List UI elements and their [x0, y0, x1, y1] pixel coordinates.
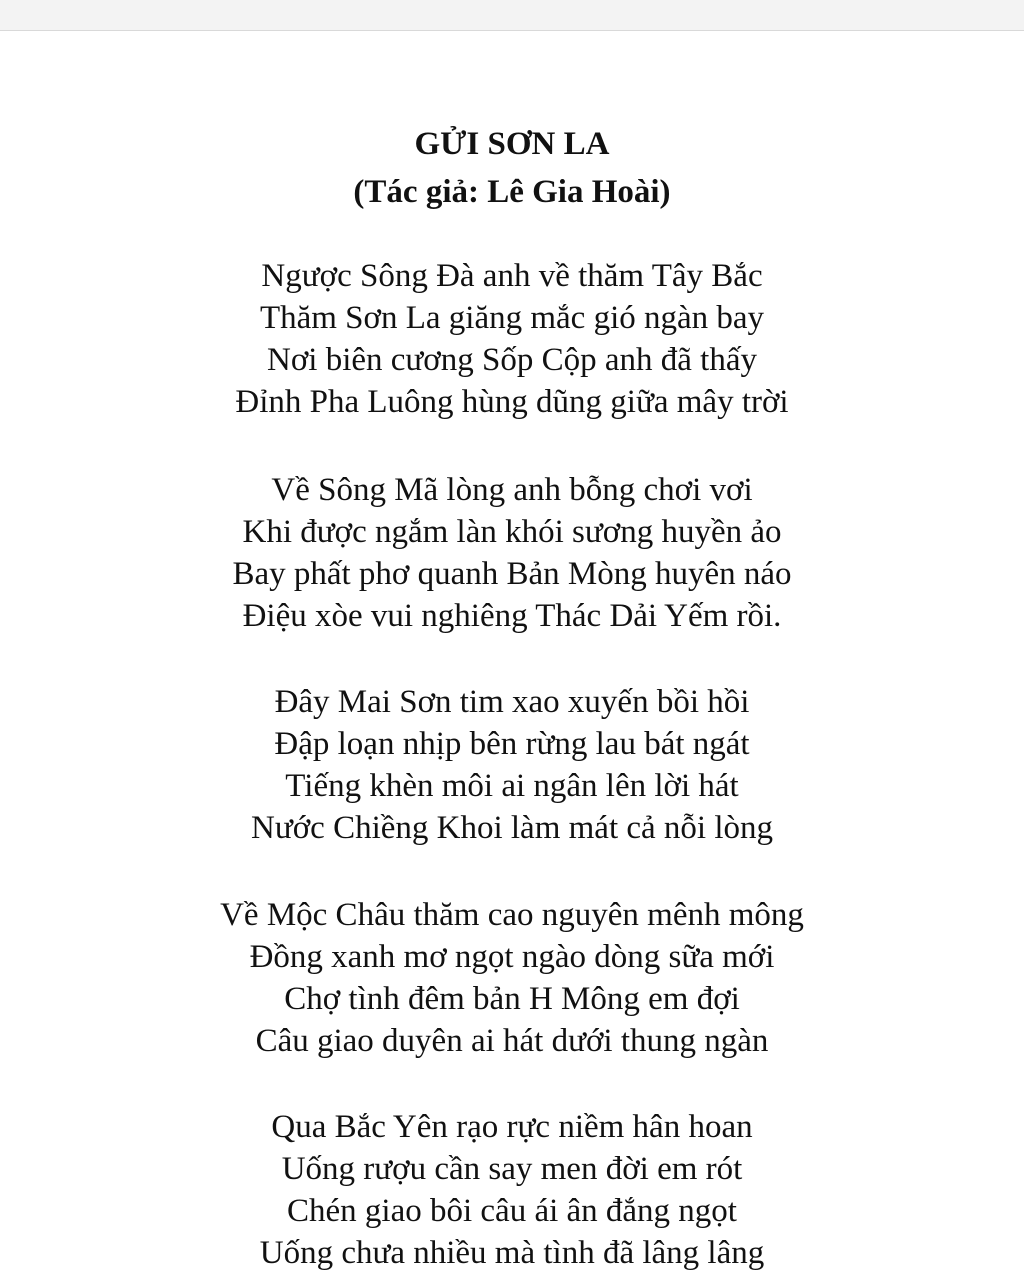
poem-line: Thăm Sơn La giăng mắc gió ngàn bay [259, 300, 765, 336]
poem-line: Chợ tình đêm bản H Mông em đợi [284, 981, 740, 1017]
document-page [0, 31, 1024, 1278]
poem-stanza [0, 894, 1024, 1062]
poem-title: GỬI SƠN LA [414, 126, 610, 162]
viewer-top-bar [0, 0, 1024, 31]
poem-author: (Tác giả: Lê Gia Hoài) [353, 174, 671, 210]
poem-line: Về Mộc Châu thăm cao nguyên mênh mông [220, 897, 804, 933]
poem-line: Uống chưa nhiều mà tình đã lâng lâng [259, 1235, 765, 1271]
poem-line: Câu giao duyên ai hát dưới thung ngàn [255, 1023, 769, 1059]
poem-line: Đỉnh Pha Luông hùng dũng giữa mây trời [235, 384, 789, 420]
poem-line: Điệu xòe vui nghiêng Thác Dải Yếm rồi. [242, 598, 782, 634]
poem-line: Khi được ngắm làn khói sương huyền ảo [242, 514, 782, 550]
poem-line: Nước Chiềng Khoi làm mát cả nỗi lòng [251, 810, 773, 846]
poem-stanza [0, 1106, 1024, 1274]
poem-line: Đập loạn nhịp bên rừng lau bát ngát [274, 726, 750, 762]
poem-line: Đồng xanh mơ ngọt ngào dòng sữa mới [249, 939, 775, 975]
poem-line: Nơi biên cương Sốp Cộp anh đã thấy [267, 342, 757, 378]
poem-stanza [0, 469, 1024, 637]
poem-line: Đây Mai Sơn tim xao xuyến bồi hồi [274, 684, 750, 720]
poem-line: Tiếng khèn môi ai ngân lên lời hát [285, 768, 739, 804]
poem-line: Về Sông Mã lòng anh bỗng chơi vơi [271, 472, 753, 508]
poem-line: Uống rượu cần say men đời em rót [281, 1151, 743, 1187]
poem-line: Qua Bắc Yên rạo rực niềm hân hoan [271, 1109, 753, 1145]
poem-line: Bay phất phơ quanh Bản Mòng huyên náo [232, 556, 792, 592]
poem-stanza [0, 681, 1024, 849]
poem-line: Ngược Sông Đà anh về thăm Tây Bắc [261, 258, 763, 294]
poem-line: Chén giao bôi câu ái ân đắng ngọt [287, 1193, 737, 1229]
poem-stanza [0, 255, 1024, 423]
